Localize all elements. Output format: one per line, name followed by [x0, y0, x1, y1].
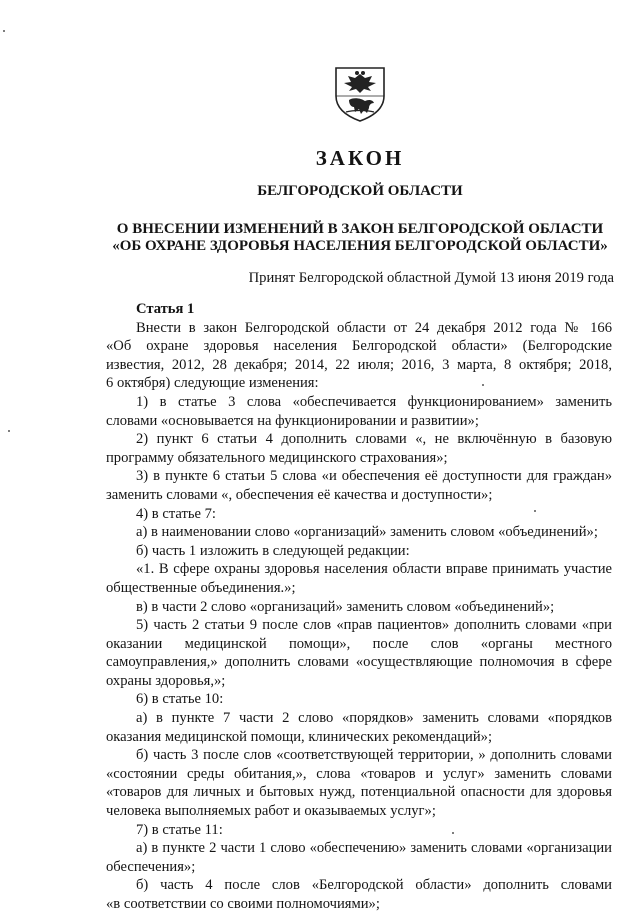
body-line: общественные объединения.»;: [106, 579, 296, 596]
scan-speck: [8, 430, 10, 432]
body-line: 3) в пункте 6 статьи 5 слова «и обеспечения её доступности для граждан»: [136, 468, 612, 485]
body-line: оказания медицинской помощи, клинических рекомендаций»;: [106, 728, 492, 745]
law-subtitle-line-2: «ОБ ОХРАНЕ ЗДОРОВЬЯ НАСЕЛЕНИЯ БЕЛГОРОДСКОЙ ОБЛАСТИ»: [112, 238, 608, 254]
body-line: 7) в статье 11:: [136, 821, 223, 838]
body-line: б) часть 1 изложить в следующей редакции:: [136, 542, 410, 559]
law-subtitle-line-1: О ВНЕСЕНИИ ИЗМЕНЕНИЙ В ЗАКОН БЕЛГОРОДСКОЙ ОБЛАСТИ: [116, 221, 604, 237]
body-line: 5) часть 2 статьи 9 после слов «прав пациентов» дополнить словами «при: [136, 617, 612, 634]
body-line: а) в пункте 2 части 1 слово «обеспечению» заменить словами «организации: [136, 840, 612, 857]
scan-speck: [482, 384, 484, 386]
body-line: 6) в статье 10:: [136, 691, 224, 708]
body-line: б) часть 3 после слов «соответствующей территории, » дополнить словами: [136, 747, 612, 764]
body-line: в) в части 2 слово «организаций» заменить словом «объединений»;: [136, 598, 555, 615]
article-heading: Статья 1: [136, 301, 195, 317]
region-title: БЕЛГОРОДСКОЙ ОБЛАСТИ: [257, 183, 463, 199]
body-line: 1) в статье 3 слова «обеспечивается функционированием» заменить: [136, 393, 612, 410]
body-line: охраны здоровья,»;: [106, 672, 226, 689]
document-body: [106, 300, 612, 914]
body-line: 4) в статье 7:: [136, 505, 216, 522]
body-line: б) часть 4 после слов «Белгородской области» дополнить словами: [136, 877, 612, 894]
body-line: самоуправления,» дополнить словами «осуществляющие полномочия в сфере: [106, 654, 612, 671]
document-title: ЗАКОН: [315, 146, 405, 170]
scan-speck: [3, 30, 5, 32]
body-line: обеспечения»;: [106, 858, 196, 875]
coat-of-arms-emblem: [331, 66, 389, 122]
body-line: 6 октября) следующие изменения:: [106, 375, 319, 392]
body-line: Внести в закон Белгородской области от 24 декабря 2012 года № 166: [136, 319, 612, 336]
body-line: «1. В сфере охраны здоровья населения области вправе принимать участие: [136, 561, 612, 578]
body-line: а) в наименовании слово «организаций» заменить словом «объединений»;: [136, 524, 598, 541]
scan-speck: [452, 832, 454, 834]
body-line: человека выполняемых работ и оказываемых услуг»;: [106, 803, 436, 820]
body-line: «Об охране здоровья населения Белгородской области» (Белгородские: [106, 338, 612, 355]
body-line: словами «основывается на функционировании и развитии»;: [106, 412, 479, 429]
body-line: «состоянии среды обитания,», слова «товаров и услуг» заменить словами: [106, 765, 612, 782]
body-line: оказании медицинской помощи», после слов «органы местного: [106, 635, 612, 652]
body-line: программу обязательного медицинского страхования»;: [106, 449, 448, 466]
scan-speck: [534, 510, 536, 512]
body-line: а) в пункте 7 части 2 слово «порядков» заменить словами «порядков: [136, 710, 612, 727]
body-line: «товаров для личных и бытовых нужд, потенциальной опасности для здоровья: [106, 784, 612, 801]
body-line: заменить словами «, обеспечения её качества и доступности»;: [106, 486, 493, 503]
law-subtitle: [0, 221, 640, 255]
body-line: «в соответствии со своими полномочиями»;: [106, 896, 380, 912]
adoption-statement: Принят Белгородской областной Думой 13 июня 2019 года: [248, 270, 614, 286]
body-line: 2) пункт 6 статьи 4 дополнить словами «, не включённую в базовую: [136, 431, 612, 448]
body-line: известия, 2012, 28 декабря; 2014, 22 июля; 2016, 3 марта, 8 октября; 2018,: [106, 356, 612, 373]
